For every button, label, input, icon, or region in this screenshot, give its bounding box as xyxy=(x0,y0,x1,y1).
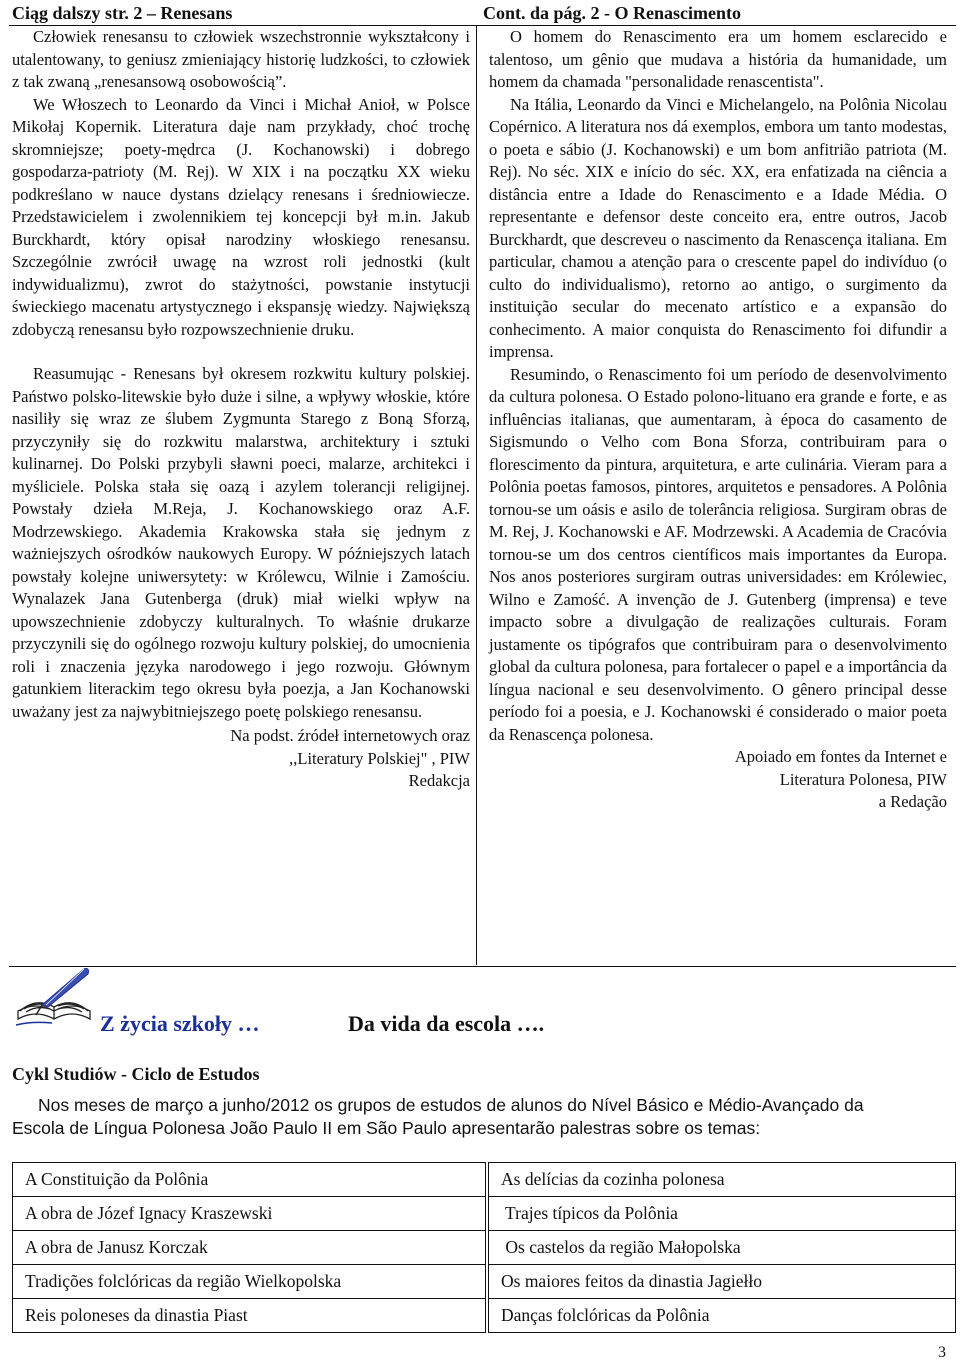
section-title-polish: Z życia szkoły … xyxy=(100,1011,260,1036)
topic-cell: Trajes típicos da Polônia xyxy=(489,1197,956,1231)
polish-paragraph-1: Człowiek renesansu to człowiek wszechstronnie wykształcony i utalentowany, to geniusz zmieniający historię ludzkości, to człowiek z tak zwaną „renesansową osobowością”. xyxy=(12,27,470,91)
portuguese-source-line: Literatura Polonesa, PIW xyxy=(779,769,947,789)
portuguese-source-line: a Redação xyxy=(878,792,947,811)
polish-source-line: Na podst. źródeł internetowych oraz xyxy=(230,726,470,745)
topic-cell: As delícias da cozinha polonesa xyxy=(489,1163,956,1197)
book-with-quill-icon xyxy=(12,965,96,1033)
header-polish: Ciąg dalszy str. 2 – Renesans xyxy=(12,3,233,23)
column-divider xyxy=(476,26,477,965)
polish-source-line: ,,Literatury Polskiej" , PIW xyxy=(289,748,470,768)
topic-cell: A Constituição da Polônia xyxy=(13,1163,486,1197)
page-number: 3 xyxy=(938,1344,946,1361)
portuguese-paragraph-1: O homem do Renascimento era um homem esclarecido e talentoso, um gênio que mudava a história da humanidade, um homem da chamada "personalidade renascentista". xyxy=(489,27,947,91)
portuguese-column xyxy=(489,26,947,814)
section-rule xyxy=(9,966,956,967)
topic-cell: Os maiores feitos da dinastia Jagiełło xyxy=(489,1265,956,1299)
topic-cell: Reis poloneses da dinastia Piast xyxy=(13,1299,486,1333)
polish-paragraph-2: We Włoszech to Leonardo da Vinci i Michał Anioł, w Polsce Mikołaj Kopernik. Literatura daje nam przykłady, choć trochę skromniejsze; poety-mędrca (J. Kochanowski) i dobrego gospodarza-patrioty (M. Rej). W XIX i na początku XX wieku podkreślano w nauce dystans dzielący renesans i średniowiecze. Przedstawicielem i zwolennikiem tej koncepcji był m.in. Jakub Burckhardt, który opisał narodziny włoskiego renesansu. Szczególnie zwrócił uwagę na wzrost roli jednostki (kult indywidualizmu), zwrot do stażytności, powstanie instytucji świeckiego macenatu artystycznego i ekspansję wiedzy. Największą zdobyczą renesansu było rozpowszechnienie druku. xyxy=(12,94,470,339)
topic-cell: Danças folclóricas da Polônia xyxy=(489,1299,956,1333)
cycle-heading: Cykl Studiów - Ciclo de Estudos xyxy=(12,1064,260,1084)
topic-cell: Os castelos da região Małopolska xyxy=(489,1231,956,1265)
header-portuguese: Cont. da pág. 2 - O Renascimento xyxy=(483,3,742,23)
topics-table-right xyxy=(488,1162,956,1333)
portuguese-paragraph-2: Na Itália, Leonardo da Vinci e Michelangelo, na Polônia Nicolau Copérnico. A literatura nos dá exemplos, embora um tanto modestas, o poeta e sábio (J. Kochanowski) e um bom anfitrião patriota (M. Rej). No séc. XIX e início do séc. XX, era enfatizada na ciência a distância entre a Idade do Renascimento e a Idade Média. O representante e defensor deste conceito era, entre outros, Jacob Burckhardt, que descreveu o nascimento da Renascença italiana. Em particular, chamou a atenção para o crescente papel do indivíduo (o culto do individualismo), retorno ao antigo, o surgimento da instituição secular do mecenato artístico e a expansão do conhecimento. A maior conquista do Renascimento foi difundir a imprensa. xyxy=(489,94,947,361)
polish-column xyxy=(12,26,470,793)
topic-cell: Tradições folclóricas da região Wielkopolska xyxy=(13,1265,486,1299)
topic-cell: A obra de Józef Ignacy Kraszewski xyxy=(13,1197,486,1231)
polish-source xyxy=(12,725,470,793)
topics-table-left xyxy=(12,1162,486,1333)
portuguese-source xyxy=(489,746,947,814)
polish-source-line: Redakcja xyxy=(408,771,470,790)
portuguese-source-line: Apoiado em fontes da Internet e xyxy=(734,747,947,766)
cycle-intro xyxy=(12,1094,912,1139)
cycle-intro-text: Nos meses de março a junho/2012 os grupos de estudos de alunos do Nível Básico e Médio-Avançado da Escola de Língua Polonesa João Paulo II em São Paulo apresentarão palestras sobre os temas: xyxy=(12,1095,864,1138)
polish-paragraph-3: Reasumując - Renesans był okresem rozkwitu kultury polskiej. Państwo polsko-litewskie było duże i silne, a wpływy włoskie, które nasiliły się wraz ze ślubem Zygmunta Starego z Boną Sforzą, przyczyniły się do rozkwitu malarstwa, architektury i sztuki kulinarnej. Do Polski przybyli sławni poeci, malarze, architekci i myśliciele. Polska stała się oazą i azylem tolerancji religijnej. Powstały dzieła M.Reja, J. Kochanowskiego oraz A.F. Modrzewskiego. Akademia Krakowska stała się jednym z ważniejszych ośrodków naukowych Europy. W późniejszych latach powstały kolejne uniwersytety: w Królewcu, Wilnie i Zamościu. Wynalazek Jana Gutenberga (druk) miał wielki wpływ na upowszechnienie zdobyczy kulturalnych. To właśnie drukarze przyczynili się do ogólnego rozwoju kultury polskiej, do umocnienia roli i znaczenia języka narodowego i jego rozwoju. Głównym gatunkiem literackim tego okresu była poezja, a Jan Kochanowski uważany jest za najwybitniejszego poetę polskiego renesansu. xyxy=(12,364,470,721)
section-title-portuguese: Da vida da escola …. xyxy=(348,1011,545,1036)
topic-cell: A obra de Janusz Korczak xyxy=(13,1231,486,1265)
portuguese-paragraph-3: Resumindo, o Renascimento foi um período de desenvolvimento da cultura polonesa. O Estado polono-lituano era grande e forte, e as influências italianas, que aumentaram, à época do casamento de Sigismundo o Velho com Bona Sforza, contribuiram para o florescimento da pintura, arquitetura, e arte culinária. Vieram para a Polônia poetas famosos, pintores, arquitetos e pensadores. A Polônia tornou-se um oásis e asilo de tolerância religiosa. Surgiram obras de M. Rej, J. Kochanowski e AF. Modrzewski. A Academia de Cracóvia tornou-se um dos centros científicos mais importantes da Europa. Nos anos posteriores surgiram outras universidades: em Królewiec, Wilno e Zamość. A invenção de J. Gutenberg (imprensa) e teve impacto sobre a divulgação de realizações culturais. Foram justamente os tipógrafos que contribuiram para o desenvolvimento global da cultura polonesa, para fortalecer o papel e a importância da língua nacional e seu desenvolvimento. O gênero principal desse período foi a poesia, e J. Kochanowski é considerado o maior poeta da Renascença polonesa. xyxy=(489,364,947,744)
